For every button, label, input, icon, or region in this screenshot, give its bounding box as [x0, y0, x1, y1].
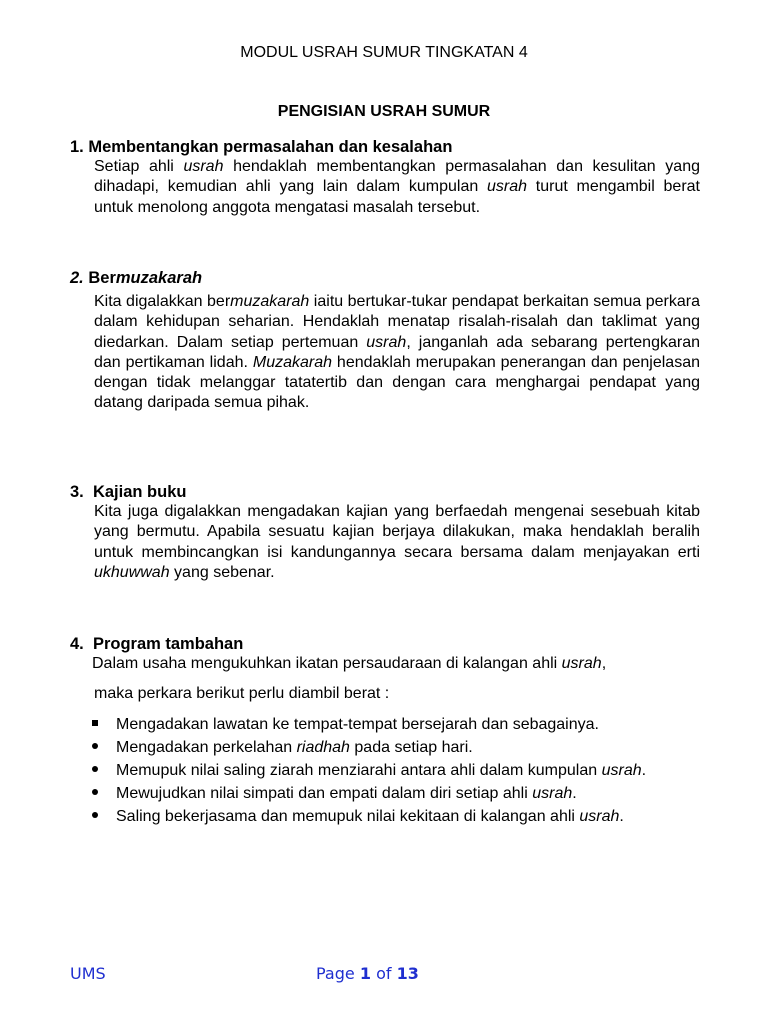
section-4-list [92, 715, 700, 827]
section-2-body: Kita digalakkan bermuzakarah iaitu bertukar-tukar pendapat berkaitan semua perkara dalam kehidupan seharian. Hendaklah menatap risalah-risalah dan taklimat yang diedarkan. Dalam setiap pertemuan usrah, janganlah ada sebarang pertengkaran dan pertikaman lidah. Muzakarah hendaklah merupakan penerangan dan penjelasan dengan tidak melanggar tatatertib dan dengan cara menghargai pendapat yang datang daripada semua pihak. [94, 293, 701, 412]
page-of-label: of [376, 964, 392, 983]
square-bullet-icon [92, 715, 106, 735]
dot-bullet-icon [92, 761, 106, 781]
section-1-heading [70, 137, 700, 157]
footer-org: UMS [70, 964, 106, 983]
list-item: Memupuk nilai saling ziarah menziarahi antara ahli dalam kumpulan usrah. [92, 761, 700, 781]
dot-bullet-icon [92, 738, 106, 758]
section-4-heading [70, 634, 700, 654]
dot-bullet-icon [92, 784, 106, 804]
page-header: MODUL USRAH SUMUR TINGKATAN 4 [240, 44, 528, 61]
section-4-body-continued: maka perkara berikut perlu diambil berat : [94, 685, 390, 703]
section-1-body: Setiap ahli usrah hendaklah membentangkan permasalahan dan kesulitan yang dihadapi, kemudian ahli yang lain dalam kumpulan usrah turut mengambil berat untuk menolong anggota mengatasi masalah tersebut. [94, 158, 701, 216]
section-3-body: Kita juga digalakkan mengadakan kajian yang berfaedah mengenai sesebuah kitab yang bermutu. Apabila sesuatu kajian berjaya dilakukan, maka hendaklah beralih untuk membincangkan isi kandungannya secara bersama dalam menjayakan erti ukhuwwah yang sebenar. [94, 503, 700, 581]
section-2-title-italic: muzakarah [115, 269, 203, 287]
section-2 [70, 268, 700, 414]
dot-bullet-icon [92, 807, 106, 827]
list-item: Saling bekerjasama dan memupuk nilai kekitaan di kalangan ahli usrah. [92, 807, 700, 827]
document-title: PENGISIAN USRAH SUMUR [277, 103, 491, 120]
section-1-title: Membentangkan permasalahan dan kesalahan [88, 138, 453, 156]
section-4 [70, 634, 700, 830]
section-3-number: 3. [70, 483, 84, 501]
list-item: Mengadakan perkelahan riadhah pada setiap hari. [92, 738, 700, 758]
section-4-title: Program tambahan [92, 635, 244, 653]
section-3-heading [70, 482, 700, 502]
list-item: Mewujudkan nilai simpati dan empati dalam diri setiap ahli usrah. [92, 784, 700, 804]
section-2-number: 2. [70, 269, 84, 287]
page-label: Page [316, 964, 355, 983]
section-2-title-prefix: Ber [88, 269, 116, 287]
section-1 [70, 137, 700, 218]
section-2-heading [70, 268, 700, 288]
section-3 [70, 482, 700, 583]
page-current: 1 [359, 964, 371, 983]
page-total: 13 [396, 964, 419, 983]
section-4-number: 4. [70, 635, 84, 653]
section-1-number: 1. [70, 138, 84, 156]
section-4-body: Dalam usaha mengukuhkan ikatan persaudaraan di kalangan ahli usrah, [92, 655, 607, 672]
list-item: Mengadakan lawatan ke tempat-tempat bersejarah dan sebagainya. [92, 715, 700, 735]
page-number [316, 964, 419, 983]
section-3-title: Kajian buku [92, 483, 187, 501]
